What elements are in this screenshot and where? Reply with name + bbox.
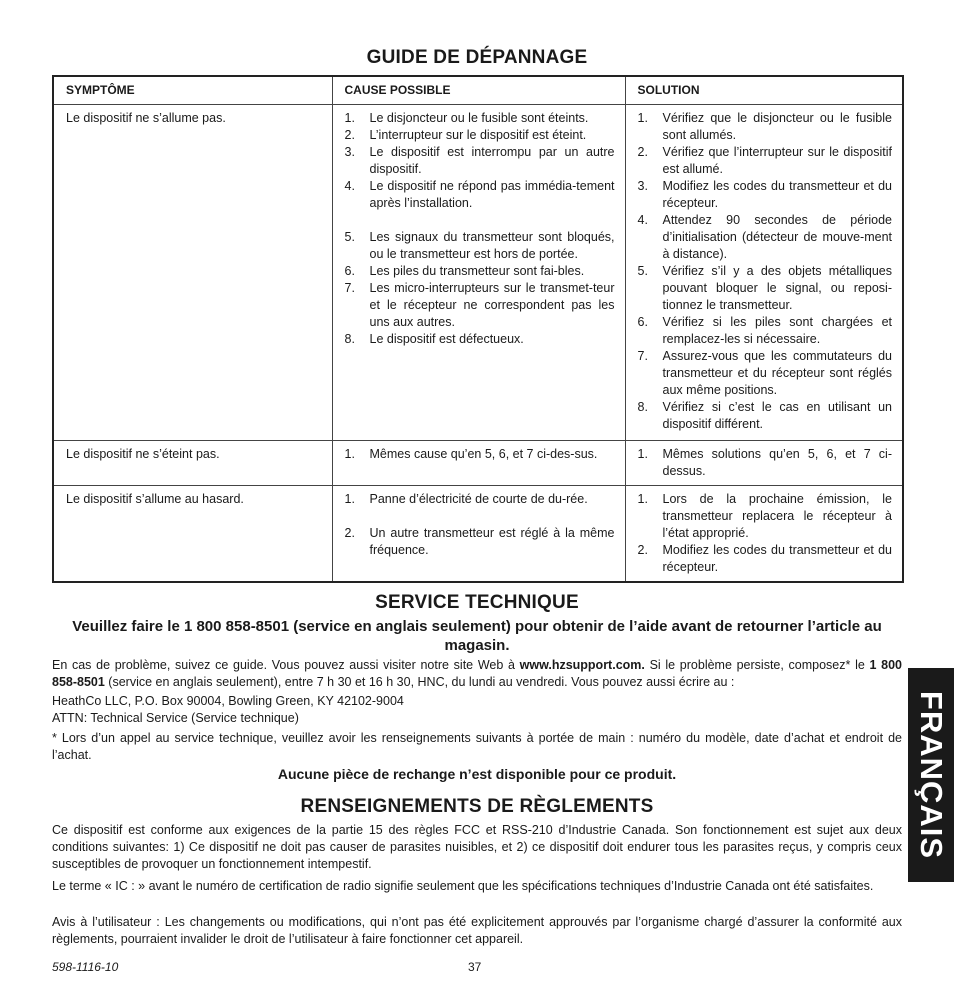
list-item: 1. Vérifiez que le disjoncteur ou le fusible sont allumés. <box>637 111 892 142</box>
regulations-paragraph: Ce dispositif est conforme aux exigences de la partie 15 des règles FCC et RSS-210 d’Industrie Canada. Son fonctionnement est sujet aux deux conditions suivantes: 1) Ce dispositif ne doit pas causer de parasites nuisibles, et 2) ce dispositif doit endurer tous les parasites reçus, y compris ceux susceptibles de provoquer un fonctionnement intempestif. <box>52 823 902 871</box>
list-item: 7. Les micro-interrupteurs sur le transmet-teur et le récepteur ne correspondent pas les uns aux autres. <box>344 281 615 329</box>
service-text: (service en anglais seulement), entre 7 h 30 et 16 h 30, HNC, du lundi au vendredi. Vous pouvez aussi écrire au : <box>104 675 735 689</box>
troubleshooting-table <box>52 75 904 583</box>
attention-line: ATTN: Technical Service (Service technique) <box>52 711 299 725</box>
regulations-paragraph: Avis à l’utilisateur : Les changements ou modifications, qui n’ont pas été explicitement approuvés par l’organisme chargé d’assurer la conformité aux règlements, pourraient invalider le droit de l’utilisateur à faire fonctionner cet appareil. <box>52 915 902 946</box>
list-item: 8. Le dispositif est défectueux. <box>344 332 524 346</box>
no-parts-notice: Aucune pièce de rechange n’est disponible pour ce produit. <box>277 766 677 782</box>
service-note: * Lors d’un appel au service technique, veuillez avoir les renseignements suivants à portée de main : numéro du modèle, date d’achat et endroit de l’achat. <box>52 731 902 762</box>
solution-cell <box>625 441 903 486</box>
regulations-paragraph: Le terme « IC : » avant le numéro de certification de radio signifie seulement que les spécifications techniques d’Industrie Canada ont été satisfaites. <box>52 879 874 893</box>
list-item: 5. Vérifiez s’il y a des objets métalliques pouvant bloquer le signal, ou reposi-tionnez le transmetteur. <box>637 264 892 312</box>
list-item: 2. L’interrupteur sur le dispositif est éteint. <box>344 128 587 142</box>
table-row <box>53 441 903 486</box>
list-item: 6. Les piles du transmetteur sont fai-bles. <box>344 264 585 278</box>
list-item: 1. Mêmes solutions qu’en 5, 6, et 7 ci-dessus. <box>637 447 892 478</box>
list-item: 2. Modifiez les codes du transmetteur et du récepteur. <box>637 543 892 574</box>
language-label: FRANÇAIS <box>914 690 949 860</box>
list-item: 5. Les signaux du transmetteur sont bloqués, ou le transmetteur est hors de portée. <box>344 230 615 261</box>
support-url-link[interactable]: www.hzsupport.com. <box>519 658 645 672</box>
service-title: SERVICE TECHNIQUE <box>375 592 579 613</box>
symptom-cell: Le dispositif ne s’éteint pas. <box>53 441 332 486</box>
solution-cell <box>625 105 903 441</box>
symptom-cell: Le dispositif ne s’allume pas. <box>53 105 332 441</box>
list-item: 2. Vérifiez que l’interrupteur sur le dispositif est allumé. <box>637 145 892 176</box>
list-item: 8. Vérifiez si c’est le cas en utilisant un dispositif différent. <box>637 400 892 431</box>
list-item: 6. Vérifiez si les piles sont chargées et remplacez-les si nécessaire. <box>637 315 892 346</box>
list-item: 1. Le disjoncteur ou le fusible sont éteints. <box>344 111 589 125</box>
header-symptom: SYMPTÔME <box>53 76 332 105</box>
language-side-tab <box>908 668 954 882</box>
cause-cell <box>332 486 625 583</box>
service-paragraph <box>52 657 902 691</box>
list-item: 1. Lors de la prochaine émission, le transmetteur replacera le récepteur à l’état approprié. <box>637 492 892 540</box>
service-text: Si le problème persiste, composez* le <box>644 658 870 672</box>
symptom-cell: Le dispositif s’allume au hasard. <box>53 486 332 583</box>
list-item: 4. Le dispositif ne répond pas immédia-tement après l’installation. <box>344 179 615 210</box>
cause-cell <box>332 441 625 486</box>
list-item: 7. Assurez-vous que les commutateurs du transmetteur et du récepteur sont réglés aux même positions. <box>637 349 892 397</box>
list-item: 1. Mêmes cause qu’en 5, 6, et 7 ci-des-sus. <box>344 447 598 461</box>
list-item: 2. Un autre transmetteur est réglé à la même fréquence. <box>344 526 615 557</box>
call-notice: Veuillez faire le 1 800 858-8501 (service en anglais seulement) pour obtenir de l’aide avant de retourner l’article au magasin. <box>72 618 882 654</box>
service-text: En cas de problème, suivez ce guide. Vous pouvez aussi visiter notre site Web à <box>52 658 520 672</box>
table-row <box>53 486 903 583</box>
cause-cell <box>332 105 625 441</box>
guide-title: GUIDE DE DÉPANNAGE <box>366 47 588 68</box>
regulations-title: RENSEIGNEMENTS DE RÈGLEMENTS <box>300 796 654 817</box>
header-solution: SOLUTION <box>625 76 903 105</box>
list-item: 3. Le dispositif est interrompu par un autre dispositif. <box>344 145 615 176</box>
table-header-row <box>53 76 903 105</box>
list-item: 1. Panne d’électricité de courte de du-rée. <box>344 492 588 506</box>
table-row <box>53 105 903 441</box>
list-item: 3. Modifiez les codes du transmetteur et du récepteur. <box>637 179 892 210</box>
solution-cell <box>625 486 903 583</box>
header-cause: CAUSE POSSIBLE <box>332 76 625 105</box>
support-phone: 1 800 858-8501 <box>52 658 903 689</box>
list-item: 4. Attendez 90 secondes de période d’initialisation (détecteur de mouve-ment à distance). <box>637 213 892 261</box>
document-code: 598-1116-10 <box>52 960 119 974</box>
page-number: 37 <box>468 960 482 974</box>
mailing-address: HeathCo LLC, P.O. Box 90004, Bowling Green, KY 42102-9004 <box>52 694 404 708</box>
